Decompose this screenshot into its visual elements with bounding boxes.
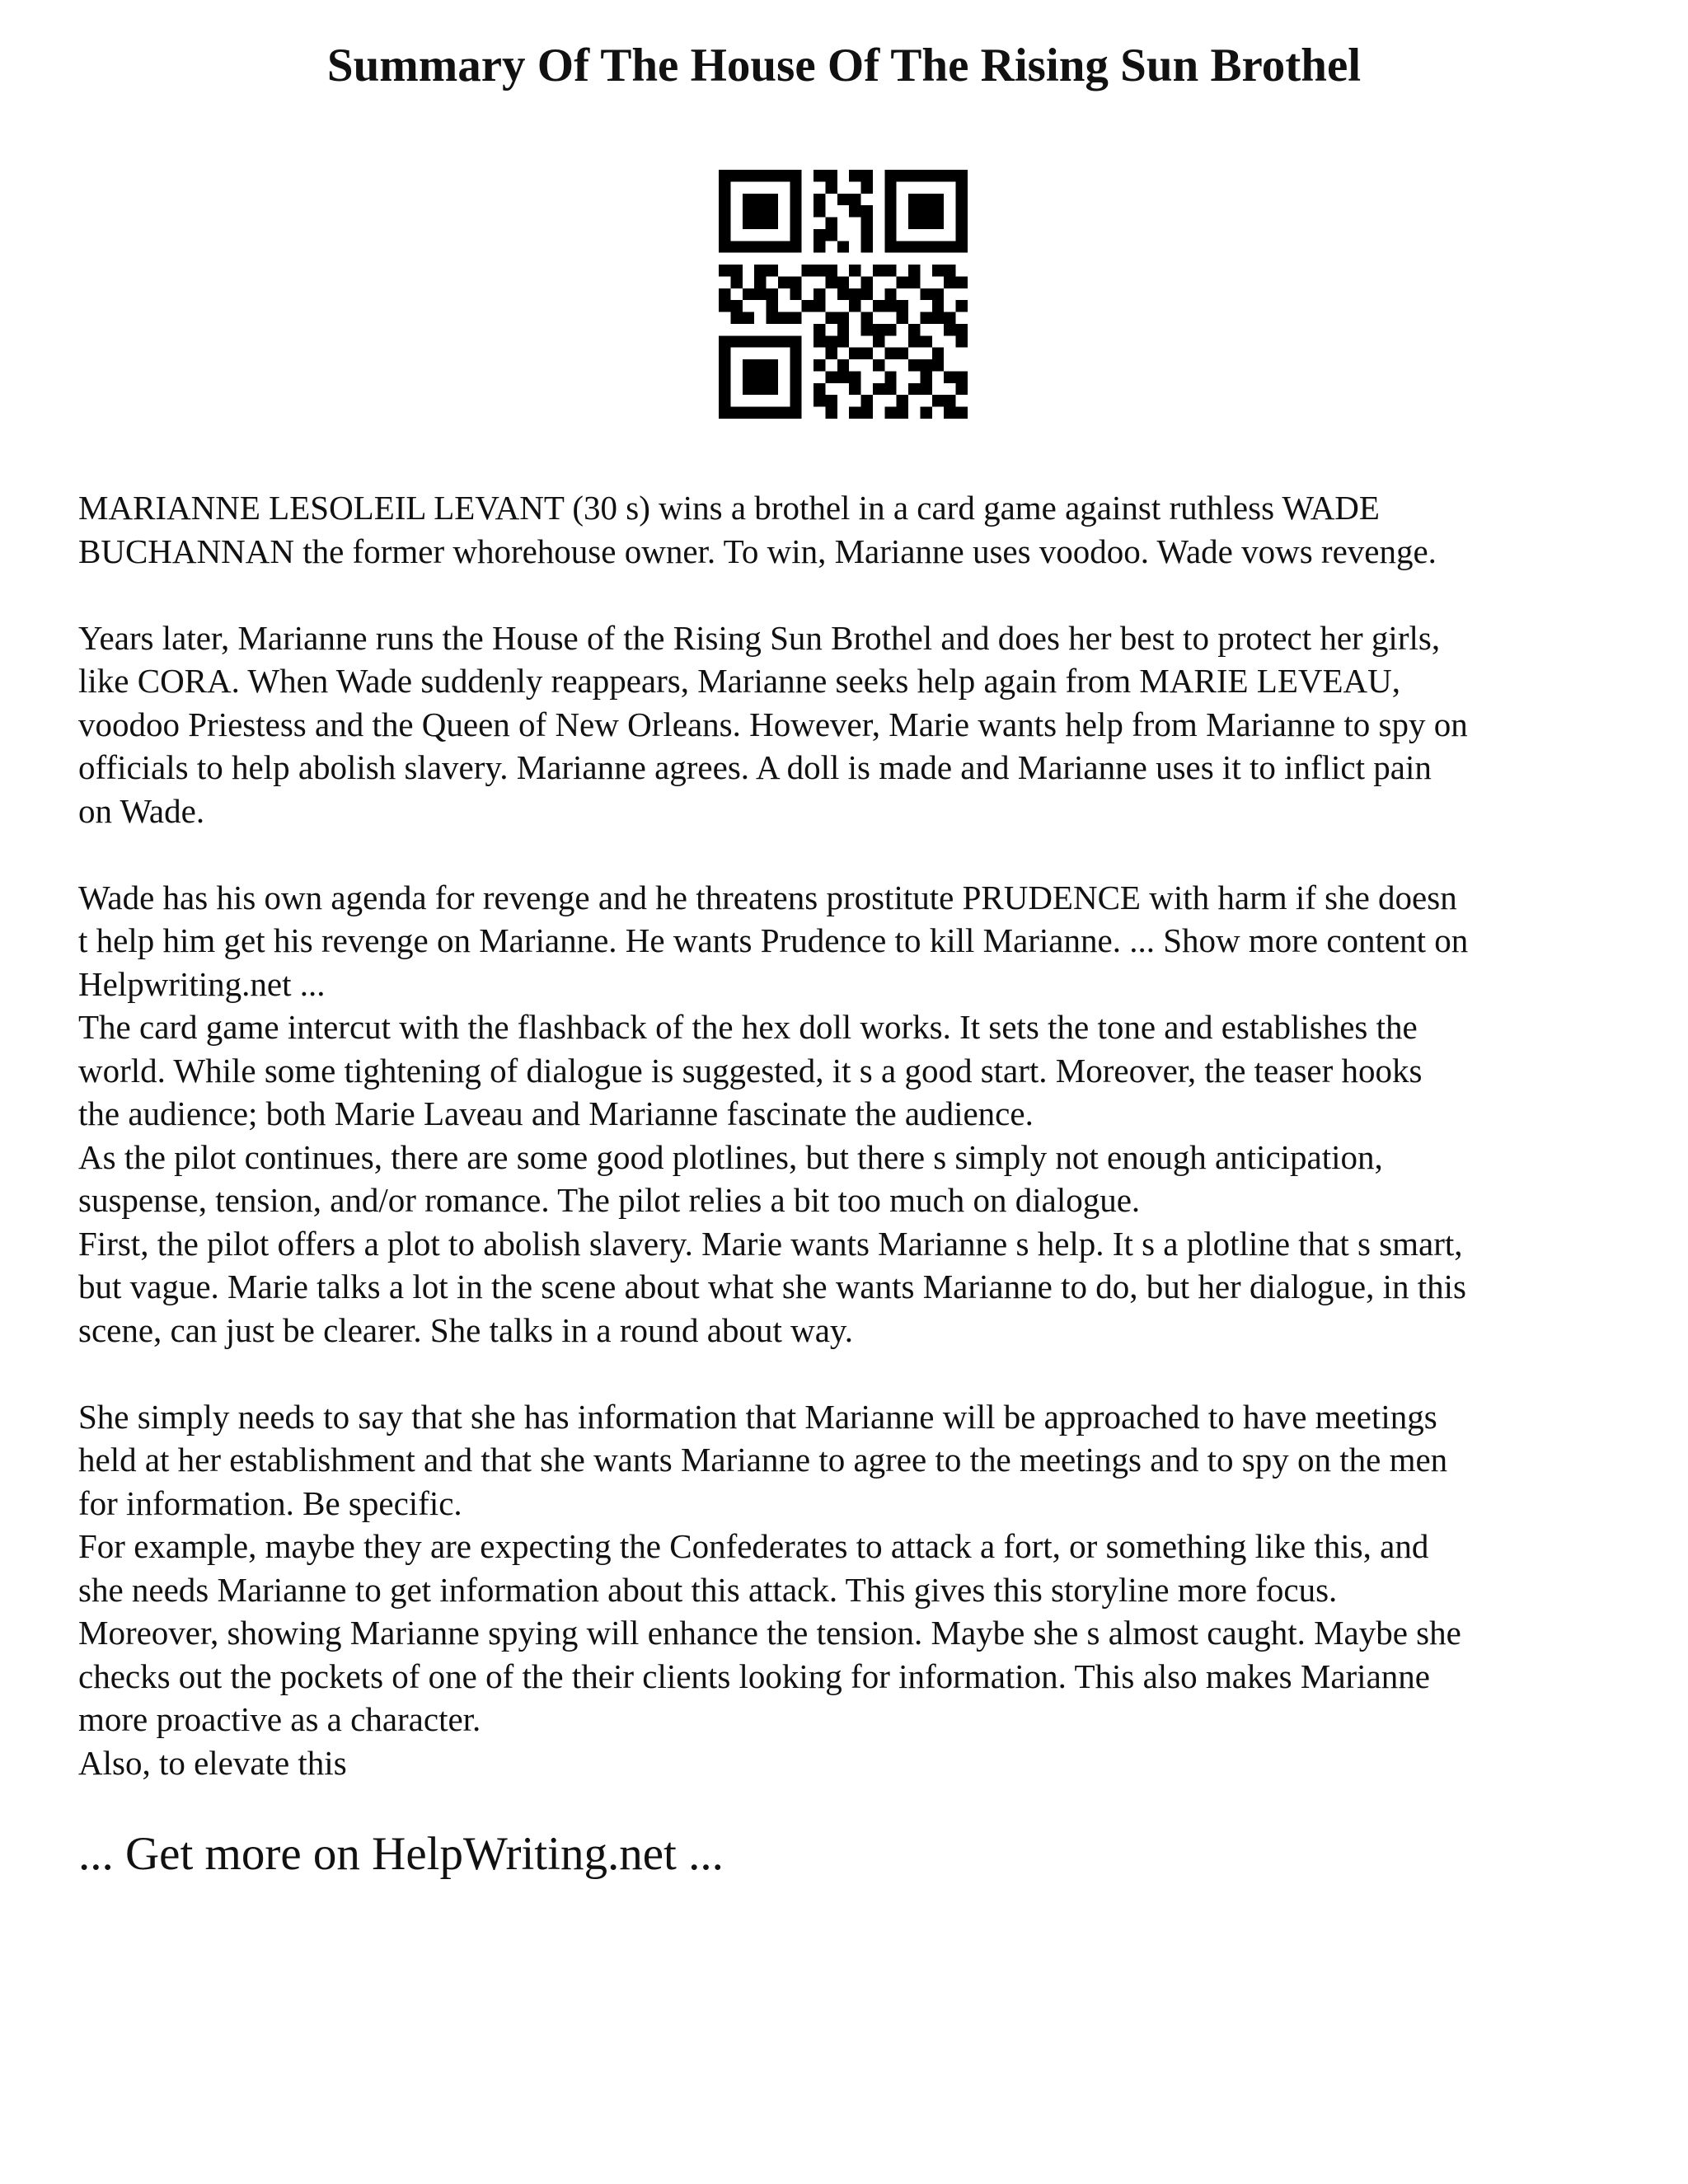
text-line: officials to help abolish slavery. Marianne agrees. A doll is made and Marianne uses it to inflict pain [78, 748, 1432, 786]
text-line: scene, can just be clearer. She talks in a round about way. [78, 1310, 854, 1349]
text-line: As the pilot continues, there are some good plotlines, but there s simply not enough anticipation, [78, 1137, 1383, 1176]
article-body [78, 486, 1628, 1784]
text-line: First, the pilot offers a plot to abolish slavery. Marie wants Marianne s help. It s a plotline that s smart, [78, 1224, 1463, 1263]
get-more-link[interactable]: ... Get more on HelpWriting.net ... [78, 1828, 724, 1880]
paragraph [78, 876, 1628, 1352]
text-line: more proactive as a character. [78, 1700, 481, 1738]
text-line: checks out the pockets of one of the their clients looking for information. This also makes Marianne [78, 1657, 1430, 1695]
text-line: Also, to elevate this [78, 1743, 347, 1782]
text-line: t help him get his revenge on Marianne. He wants Prudence to kill Marianne. ... Show more content on [78, 921, 1469, 959]
text-line: she needs Marianne to get information about this attack. This gives this storyline more focus. [78, 1570, 1338, 1609]
qr-code-icon [719, 170, 968, 419]
text-line: world. While some tightening of dialogue is suggested, it s a good start. Moreover, the teaser hooks [78, 1051, 1423, 1090]
text-line: For example, maybe they are expecting the Confederates to attack a fort, or something like this, and [78, 1527, 1429, 1565]
page-title: Summary Of The House Of The Rising Sun Brothel [326, 40, 1362, 91]
text-line: voodoo Priestess and the Queen of New Orleans. However, Marie wants help from Marianne to spy on [78, 705, 1468, 743]
text-line: The card game intercut with the flashback of the hex doll works. It sets the tone and establishes the [78, 1008, 1418, 1046]
text-line: BUCHANNAN the former whorehouse owner. To win, Marianne uses voodoo. Wade vows revenge. [78, 532, 1437, 570]
text-line: She simply needs to say that she has information that Marianne will be approached to have meetings [78, 1397, 1437, 1436]
paragraph-spacer [78, 832, 1628, 876]
text-line: suspense, tension, and/or romance. The pilot relies a bit too much on dialogue. [78, 1181, 1141, 1219]
text-line: like CORA. When Wade suddenly reappears, Marianne seeks help again from MARIE LEVEAU, [78, 662, 1401, 700]
text-line: the audience; both Marie Laveau and Marianne fascinate the audience. [78, 1094, 1034, 1132]
text-line: Moreover, showing Marianne spying will enhance the tension. Maybe she s almost caught. Maybe she [78, 1614, 1461, 1652]
text-line: but vague. Marie talks a lot in the scene about what she wants Marianne to do, but her dialogue, in this [78, 1268, 1467, 1305]
paragraph-spacer [78, 573, 1628, 616]
qr-code [719, 170, 968, 419]
text-line: for information. Be specific. [78, 1483, 462, 1522]
text-line: held at her establishment and that she wants Marianne to agree to the meetings and to spy on the men [78, 1441, 1448, 1479]
text-line: on Wade. [78, 791, 205, 830]
paragraph-spacer [78, 1352, 1628, 1395]
text-line: Helpwriting.net ... [78, 964, 326, 1003]
paragraph [78, 616, 1628, 833]
paragraph [78, 486, 1628, 573]
text-line: MARIANNE LESOLEIL LEVANT (30 s) wins a brothel in a card game against ruthless WADE [78, 489, 1380, 527]
text-line: Wade has his own agenda for revenge and he threatens prostitute PRUDENCE with harm if she doesn [78, 878, 1457, 916]
text-line: Years later, Marianne runs the House of the Rising Sun Brothel and does her best to protect her girls, [78, 618, 1441, 657]
paragraph [78, 1395, 1628, 1785]
